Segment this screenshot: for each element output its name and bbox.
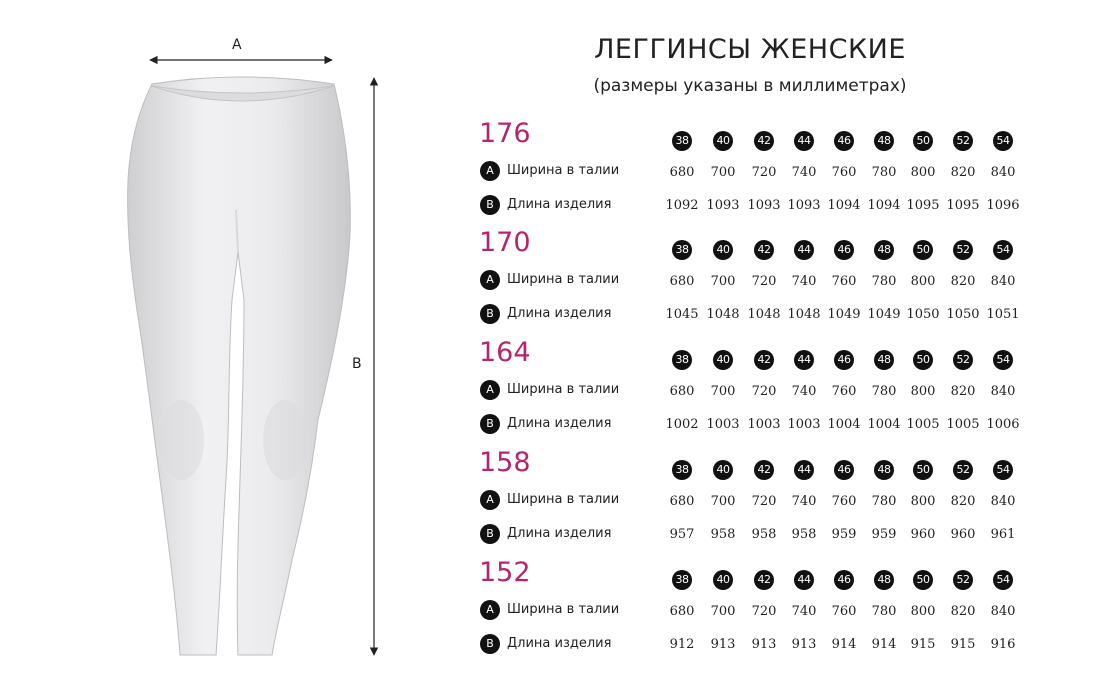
size-badge-50: 50 — [913, 570, 933, 590]
waist-value: 780 — [871, 165, 897, 180]
letter-a-icon: A — [480, 380, 500, 400]
waist-value: 740 — [791, 604, 817, 619]
length-value: 1093 — [706, 198, 740, 213]
length-value: 1049 — [867, 307, 901, 322]
size-badge-44: 44 — [794, 350, 814, 370]
length-value: 913 — [710, 637, 736, 652]
length-value: 912 — [669, 637, 695, 652]
length-value: 913 — [751, 637, 777, 652]
size-badge-44: 44 — [794, 570, 814, 590]
dimension-a-label: A — [232, 37, 242, 53]
size-badge-44: 44 — [794, 131, 814, 151]
size-badge-48: 48 — [874, 570, 894, 590]
length-value: 1004 — [827, 417, 861, 432]
length-value: 1003 — [706, 417, 740, 432]
length-value: 959 — [871, 527, 897, 542]
length-value: 915 — [950, 637, 976, 652]
waist-value: 760 — [831, 274, 857, 289]
knee-shading-right — [263, 400, 307, 480]
leggings-figure — [0, 0, 420, 700]
size-badge-50: 50 — [913, 460, 933, 480]
leggings-silhouette — [128, 77, 351, 655]
length-value: 1005 — [906, 417, 940, 432]
waist-value: 680 — [669, 494, 695, 509]
size-badge-52: 52 — [953, 240, 973, 260]
letter-b-icon: B — [480, 304, 500, 324]
length-value: 957 — [669, 527, 695, 542]
waist-value: 780 — [871, 274, 897, 289]
size-badge-38: 38 — [672, 570, 692, 590]
waist-value: 680 — [669, 165, 695, 180]
waist-value: 760 — [831, 494, 857, 509]
waist-value: 820 — [950, 165, 976, 180]
size-badge-48: 48 — [874, 350, 894, 370]
size-badge-42: 42 — [754, 460, 774, 480]
length-value: 1094 — [827, 198, 861, 213]
size-badge-44: 44 — [794, 240, 814, 260]
size-badge-40: 40 — [713, 350, 733, 370]
waist-value: 700 — [710, 604, 736, 619]
waist-value: 740 — [791, 165, 817, 180]
size-badge-48: 48 — [874, 131, 894, 151]
length-value: 1006 — [986, 417, 1020, 432]
waist-row-label: Ширина в талии — [507, 163, 620, 178]
waist-value: 820 — [950, 274, 976, 289]
size-badge-48: 48 — [874, 240, 894, 260]
page-title: ЛЕГГИНСЫ ЖЕНСКИЕ — [594, 34, 906, 65]
knee-shading-left — [160, 400, 204, 480]
size-badge-50: 50 — [913, 240, 933, 260]
length-value: 958 — [751, 527, 777, 542]
length-value: 1048 — [747, 307, 781, 322]
size-badge-40: 40 — [713, 240, 733, 260]
length-row-label: Длина изделия — [507, 197, 612, 212]
waist-value: 840 — [990, 494, 1016, 509]
length-value: 1093 — [787, 198, 821, 213]
waist-value: 800 — [910, 274, 936, 289]
waist-value: 780 — [871, 494, 897, 509]
length-value: 1005 — [946, 417, 980, 432]
waist-value: 800 — [910, 165, 936, 180]
length-value: 1092 — [665, 198, 699, 213]
size-badge-38: 38 — [672, 460, 692, 480]
waist-value: 840 — [990, 384, 1016, 399]
length-value: 1049 — [827, 307, 861, 322]
waist-value: 840 — [990, 604, 1016, 619]
size-badge-42: 42 — [754, 570, 774, 590]
size-badge-46: 46 — [834, 570, 854, 590]
length-row-label: Длина изделия — [507, 526, 612, 541]
length-value: 960 — [910, 527, 936, 542]
length-value: 915 — [910, 637, 936, 652]
size-badge-46: 46 — [834, 460, 854, 480]
size-badge-38: 38 — [672, 131, 692, 151]
size-badge-52: 52 — [953, 570, 973, 590]
length-value: 958 — [710, 527, 736, 542]
size-badge-46: 46 — [834, 240, 854, 260]
size-badge-54: 54 — [993, 350, 1013, 370]
length-value: 959 — [831, 527, 857, 542]
waist-value: 840 — [990, 274, 1016, 289]
length-value: 913 — [791, 637, 817, 652]
waist-row-label: Ширина в талии — [507, 602, 620, 617]
waist-value: 740 — [791, 274, 817, 289]
waist-value: 740 — [791, 384, 817, 399]
size-badge-54: 54 — [993, 131, 1013, 151]
height-label-164: 164 — [479, 337, 531, 368]
waist-value: 780 — [871, 604, 897, 619]
size-badge-52: 52 — [953, 131, 973, 151]
waist-row-label: Ширина в талии — [507, 272, 620, 287]
height-label-176: 176 — [479, 118, 531, 149]
length-value: 1002 — [665, 417, 699, 432]
waist-value: 720 — [751, 494, 777, 509]
size-badge-54: 54 — [993, 460, 1013, 480]
waist-value: 700 — [710, 165, 736, 180]
waist-value: 700 — [710, 274, 736, 289]
length-value: 1048 — [706, 307, 740, 322]
size-badge-48: 48 — [874, 460, 894, 480]
waist-row-label: Ширина в талии — [507, 382, 620, 397]
height-label-170: 170 — [479, 227, 531, 258]
length-value: 1094 — [867, 198, 901, 213]
length-row-label: Длина изделия — [507, 306, 612, 321]
size-badge-40: 40 — [713, 570, 733, 590]
size-badge-54: 54 — [993, 570, 1013, 590]
letter-a-icon: A — [480, 600, 500, 620]
size-badge-54: 54 — [993, 240, 1013, 260]
size-badge-42: 42 — [754, 350, 774, 370]
length-value: 1004 — [867, 417, 901, 432]
waist-value: 760 — [831, 165, 857, 180]
length-value: 1050 — [946, 307, 980, 322]
size-badge-50: 50 — [913, 131, 933, 151]
waist-value: 800 — [910, 494, 936, 509]
waist-value: 720 — [751, 165, 777, 180]
waist-value: 780 — [871, 384, 897, 399]
height-label-158: 158 — [479, 447, 531, 478]
size-badge-42: 42 — [754, 131, 774, 151]
length-value: 1048 — [787, 307, 821, 322]
size-badge-50: 50 — [913, 350, 933, 370]
letter-b-icon: B — [480, 195, 500, 215]
size-badge-38: 38 — [672, 240, 692, 260]
size-badge-52: 52 — [953, 350, 973, 370]
letter-b-icon: B — [480, 524, 500, 544]
waist-value: 760 — [831, 384, 857, 399]
length-value: 914 — [831, 637, 857, 652]
size-badge-40: 40 — [713, 460, 733, 480]
length-value: 1003 — [747, 417, 781, 432]
size-badge-38: 38 — [672, 350, 692, 370]
length-value: 1050 — [906, 307, 940, 322]
waist-row-label: Ширина в талии — [507, 492, 620, 507]
waist-value: 720 — [751, 384, 777, 399]
waist-value: 720 — [751, 604, 777, 619]
waist-value: 820 — [950, 494, 976, 509]
waist-value: 680 — [669, 274, 695, 289]
length-value: 1003 — [787, 417, 821, 432]
letter-b-icon: B — [480, 634, 500, 654]
letter-a-icon: A — [480, 270, 500, 290]
size-badge-42: 42 — [754, 240, 774, 260]
size-badge-46: 46 — [834, 350, 854, 370]
waist-value: 700 — [710, 384, 736, 399]
length-value: 958 — [791, 527, 817, 542]
length-value: 916 — [990, 637, 1016, 652]
letter-a-icon: A — [480, 161, 500, 181]
waist-value: 820 — [950, 604, 976, 619]
length-row-label: Длина изделия — [507, 416, 612, 431]
page-subtitle: (размеры указаны в миллиметрах) — [593, 76, 907, 96]
size-badge-46: 46 — [834, 131, 854, 151]
letter-a-icon: A — [480, 490, 500, 510]
length-value: 1093 — [747, 198, 781, 213]
length-value: 1045 — [665, 307, 699, 322]
dimension-b-label: B — [352, 356, 362, 372]
length-value: 1096 — [986, 198, 1020, 213]
length-value: 1051 — [986, 307, 1020, 322]
waist-value: 680 — [669, 604, 695, 619]
letter-b-icon: B — [480, 414, 500, 434]
size-badge-44: 44 — [794, 460, 814, 480]
waist-value: 760 — [831, 604, 857, 619]
waist-value: 720 — [751, 274, 777, 289]
waist-value: 740 — [791, 494, 817, 509]
waist-value: 800 — [910, 384, 936, 399]
length-value: 960 — [950, 527, 976, 542]
waist-value: 800 — [910, 604, 936, 619]
waist-value: 820 — [950, 384, 976, 399]
length-value: 1095 — [946, 198, 980, 213]
size-badge-40: 40 — [713, 131, 733, 151]
waist-value: 680 — [669, 384, 695, 399]
length-value: 961 — [990, 527, 1016, 542]
length-row-label: Длина изделия — [507, 636, 612, 651]
length-value: 914 — [871, 637, 897, 652]
waist-value: 700 — [710, 494, 736, 509]
length-value: 1095 — [906, 198, 940, 213]
height-label-152: 152 — [479, 557, 531, 588]
size-badge-52: 52 — [953, 460, 973, 480]
waist-value: 840 — [990, 165, 1016, 180]
